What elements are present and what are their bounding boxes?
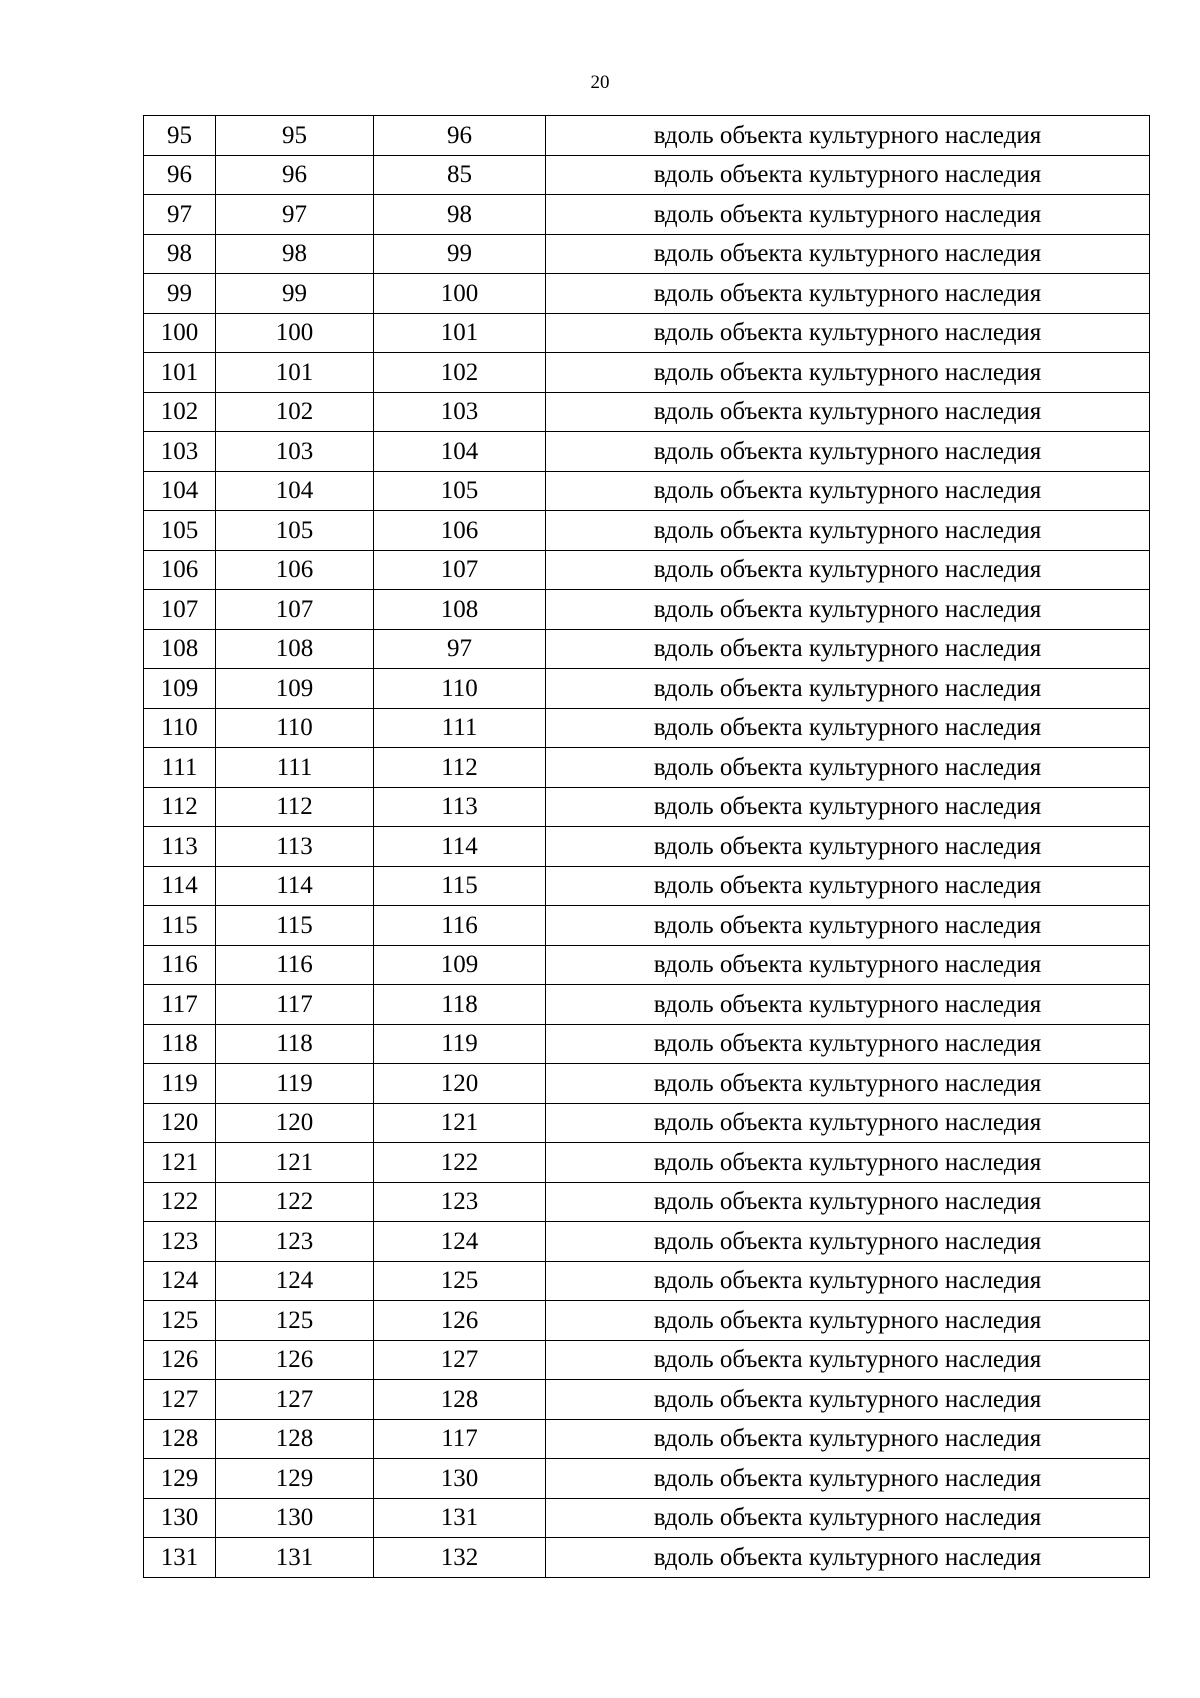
row-number-cell: 116: [144, 945, 216, 985]
point-to-cell: 112: [374, 748, 546, 788]
point-to-cell: 115: [374, 866, 546, 906]
point-to-cell: 99: [374, 234, 546, 274]
point-from-cell: 113: [216, 827, 374, 867]
description-cell: вдоль объекта культурного наследия: [546, 195, 1150, 235]
point-to-cell: 101: [374, 313, 546, 353]
description-cell: вдоль объекта культурного наследия: [546, 116, 1150, 156]
description-cell: вдоль объекта культурного наследия: [546, 866, 1150, 906]
description-cell: вдоль объекта культурного наследия: [546, 748, 1150, 788]
point-from-cell: 130: [216, 1498, 374, 1538]
row-number-cell: 102: [144, 392, 216, 432]
table-row: [144, 1182, 1150, 1222]
point-from-cell: 127: [216, 1380, 374, 1420]
point-to-cell: 125: [374, 1261, 546, 1301]
point-to-cell: 104: [374, 432, 546, 472]
table-row: [144, 511, 1150, 551]
row-number-cell: 107: [144, 590, 216, 630]
row-number-cell: 99: [144, 274, 216, 314]
description-cell: вдоль объекта культурного наследия: [546, 629, 1150, 669]
description-cell: вдоль объекта культурного наследия: [546, 1222, 1150, 1262]
table-row: [144, 866, 1150, 906]
table-row: [144, 1222, 1150, 1262]
point-to-cell: 121: [374, 1103, 546, 1143]
point-from-cell: 98: [216, 234, 374, 274]
point-from-cell: 117: [216, 985, 374, 1025]
point-to-cell: 105: [374, 471, 546, 511]
description-cell: вдоль объекта культурного наследия: [546, 1459, 1150, 1499]
row-number-cell: 111: [144, 748, 216, 788]
description-cell: вдоль объекта культурного наследия: [546, 906, 1150, 946]
row-number-cell: 126: [144, 1340, 216, 1380]
description-cell: вдоль объекта культурного наследия: [546, 1103, 1150, 1143]
point-to-cell: 110: [374, 669, 546, 709]
row-number-cell: 96: [144, 155, 216, 195]
description-cell: вдоль объекта культурного наследия: [546, 155, 1150, 195]
row-number-cell: 123: [144, 1222, 216, 1262]
table-row: [144, 116, 1150, 156]
point-from-cell: 121: [216, 1143, 374, 1183]
row-number-cell: 105: [144, 511, 216, 551]
point-from-cell: 96: [216, 155, 374, 195]
row-number-cell: 104: [144, 471, 216, 511]
description-cell: вдоль объекта культурного наследия: [546, 945, 1150, 985]
table-body: [144, 116, 1150, 1578]
point-to-cell: 113: [374, 787, 546, 827]
table-row: [144, 1380, 1150, 1420]
table-row: [144, 629, 1150, 669]
row-number-cell: 122: [144, 1182, 216, 1222]
point-to-cell: 119: [374, 1024, 546, 1064]
description-cell: вдоль объекта культурного наследия: [546, 432, 1150, 472]
row-number-cell: 101: [144, 353, 216, 393]
point-to-cell: 100: [374, 274, 546, 314]
table-row: [144, 1538, 1150, 1578]
point-from-cell: 114: [216, 866, 374, 906]
point-to-cell: 131: [374, 1498, 546, 1538]
table-row: [144, 906, 1150, 946]
point-from-cell: 109: [216, 669, 374, 709]
table-row: [144, 234, 1150, 274]
row-number-cell: 118: [144, 1024, 216, 1064]
point-from-cell: 100: [216, 313, 374, 353]
table-row: [144, 708, 1150, 748]
table-row: [144, 590, 1150, 630]
point-from-cell: 119: [216, 1064, 374, 1104]
point-from-cell: 124: [216, 1261, 374, 1301]
row-number-cell: 109: [144, 669, 216, 709]
point-to-cell: 102: [374, 353, 546, 393]
row-number-cell: 121: [144, 1143, 216, 1183]
point-to-cell: 97: [374, 629, 546, 669]
table-row: [144, 669, 1150, 709]
point-to-cell: 122: [374, 1143, 546, 1183]
point-from-cell: 108: [216, 629, 374, 669]
row-number-cell: 110: [144, 708, 216, 748]
point-from-cell: 125: [216, 1301, 374, 1341]
row-number-cell: 127: [144, 1380, 216, 1420]
point-from-cell: 97: [216, 195, 374, 235]
point-from-cell: 102: [216, 392, 374, 432]
table-row: [144, 1340, 1150, 1380]
row-number-cell: 103: [144, 432, 216, 472]
description-cell: вдоль объекта культурного наследия: [546, 274, 1150, 314]
table-row: [144, 353, 1150, 393]
row-number-cell: 130: [144, 1498, 216, 1538]
description-cell: вдоль объекта культурного наследия: [546, 787, 1150, 827]
point-from-cell: 115: [216, 906, 374, 946]
point-from-cell: 120: [216, 1103, 374, 1143]
point-to-cell: 108: [374, 590, 546, 630]
description-cell: вдоль объекта культурного наследия: [546, 1301, 1150, 1341]
description-cell: вдоль объекта культурного наследия: [546, 985, 1150, 1025]
point-to-cell: 132: [374, 1538, 546, 1578]
table-row: [144, 313, 1150, 353]
point-to-cell: 103: [374, 392, 546, 432]
point-to-cell: 117: [374, 1419, 546, 1459]
table-row: [144, 1459, 1150, 1499]
point-from-cell: 103: [216, 432, 374, 472]
row-number-cell: 120: [144, 1103, 216, 1143]
row-number-cell: 106: [144, 550, 216, 590]
description-cell: вдоль объекта культурного наследия: [546, 550, 1150, 590]
description-cell: вдоль объекта культурного наследия: [546, 1419, 1150, 1459]
description-cell: вдоль объекта культурного наследия: [546, 511, 1150, 551]
point-from-cell: 111: [216, 748, 374, 788]
description-cell: вдоль объекта культурного наследия: [546, 1143, 1150, 1183]
table-row: [144, 1498, 1150, 1538]
table-row: [144, 155, 1150, 195]
row-number-cell: 112: [144, 787, 216, 827]
table-row: [144, 274, 1150, 314]
row-number-cell: 113: [144, 827, 216, 867]
description-cell: вдоль объекта культурного наследия: [546, 1340, 1150, 1380]
point-from-cell: 95: [216, 116, 374, 156]
description-cell: вдоль объекта культурного наследия: [546, 471, 1150, 511]
row-number-cell: 124: [144, 1261, 216, 1301]
point-to-cell: 109: [374, 945, 546, 985]
point-from-cell: 104: [216, 471, 374, 511]
description-cell: вдоль объекта культурного наследия: [546, 827, 1150, 867]
description-cell: вдоль объекта культурного наследия: [546, 234, 1150, 274]
row-number-cell: 119: [144, 1064, 216, 1104]
point-from-cell: 126: [216, 1340, 374, 1380]
row-number-cell: 115: [144, 906, 216, 946]
row-number-cell: 128: [144, 1419, 216, 1459]
description-cell: вдоль объекта культурного наследия: [546, 313, 1150, 353]
description-cell: вдоль объекта культурного наследия: [546, 1380, 1150, 1420]
point-from-cell: 107: [216, 590, 374, 630]
description-cell: вдоль объекта культурного наследия: [546, 1538, 1150, 1578]
point-to-cell: 130: [374, 1459, 546, 1499]
row-number-cell: 125: [144, 1301, 216, 1341]
point-from-cell: 110: [216, 708, 374, 748]
row-number-cell: 117: [144, 985, 216, 1025]
table-row: [144, 550, 1150, 590]
point-to-cell: 120: [374, 1064, 546, 1104]
point-to-cell: 116: [374, 906, 546, 946]
point-from-cell: 106: [216, 550, 374, 590]
row-number-cell: 129: [144, 1459, 216, 1499]
point-to-cell: 114: [374, 827, 546, 867]
table-row: [144, 748, 1150, 788]
point-to-cell: 127: [374, 1340, 546, 1380]
table-row: [144, 1419, 1150, 1459]
description-cell: вдоль объекта культурного наследия: [546, 1064, 1150, 1104]
table-row: [144, 471, 1150, 511]
table-row: [144, 945, 1150, 985]
table-row: [144, 787, 1150, 827]
point-to-cell: 111: [374, 708, 546, 748]
table-row: [144, 1143, 1150, 1183]
table-row: [144, 827, 1150, 867]
description-cell: вдоль объекта культурного наследия: [546, 708, 1150, 748]
point-to-cell: 128: [374, 1380, 546, 1420]
point-from-cell: 129: [216, 1459, 374, 1499]
point-from-cell: 128: [216, 1419, 374, 1459]
point-to-cell: 124: [374, 1222, 546, 1262]
point-to-cell: 118: [374, 985, 546, 1025]
description-cell: вдоль объекта культурного наследия: [546, 669, 1150, 709]
table-row: [144, 195, 1150, 235]
table-row: [144, 1261, 1150, 1301]
row-number-cell: 95: [144, 116, 216, 156]
point-to-cell: 85: [374, 155, 546, 195]
point-to-cell: 126: [374, 1301, 546, 1341]
row-number-cell: 114: [144, 866, 216, 906]
table-row: [144, 1301, 1150, 1341]
point-from-cell: 99: [216, 274, 374, 314]
page-number: 20: [590, 72, 610, 93]
description-cell: вдоль объекта культурного наследия: [546, 1182, 1150, 1222]
point-from-cell: 123: [216, 1222, 374, 1262]
point-from-cell: 122: [216, 1182, 374, 1222]
point-to-cell: 123: [374, 1182, 546, 1222]
point-from-cell: 105: [216, 511, 374, 551]
row-number-cell: 98: [144, 234, 216, 274]
table-row: [144, 1103, 1150, 1143]
point-from-cell: 118: [216, 1024, 374, 1064]
boundary-table: [143, 115, 1150, 1578]
row-number-cell: 100: [144, 313, 216, 353]
description-cell: вдоль объекта культурного наследия: [546, 1261, 1150, 1301]
point-to-cell: 96: [374, 116, 546, 156]
row-number-cell: 108: [144, 629, 216, 669]
table-row: [144, 1024, 1150, 1064]
point-from-cell: 101: [216, 353, 374, 393]
row-number-cell: 97: [144, 195, 216, 235]
description-cell: вдоль объекта культурного наследия: [546, 392, 1150, 432]
point-to-cell: 106: [374, 511, 546, 551]
point-from-cell: 131: [216, 1538, 374, 1578]
description-cell: вдоль объекта культурного наследия: [546, 353, 1150, 393]
description-cell: вдоль объекта культурного наследия: [546, 590, 1150, 630]
description-cell: вдоль объекта культурного наследия: [546, 1498, 1150, 1538]
description-cell: вдоль объекта культурного наследия: [546, 1024, 1150, 1064]
point-to-cell: 98: [374, 195, 546, 235]
table-row: [144, 392, 1150, 432]
table-row: [144, 985, 1150, 1025]
table-row: [144, 432, 1150, 472]
point-from-cell: 112: [216, 787, 374, 827]
point-to-cell: 107: [374, 550, 546, 590]
row-number-cell: 131: [144, 1538, 216, 1578]
table-row: [144, 1064, 1150, 1104]
point-from-cell: 116: [216, 945, 374, 985]
